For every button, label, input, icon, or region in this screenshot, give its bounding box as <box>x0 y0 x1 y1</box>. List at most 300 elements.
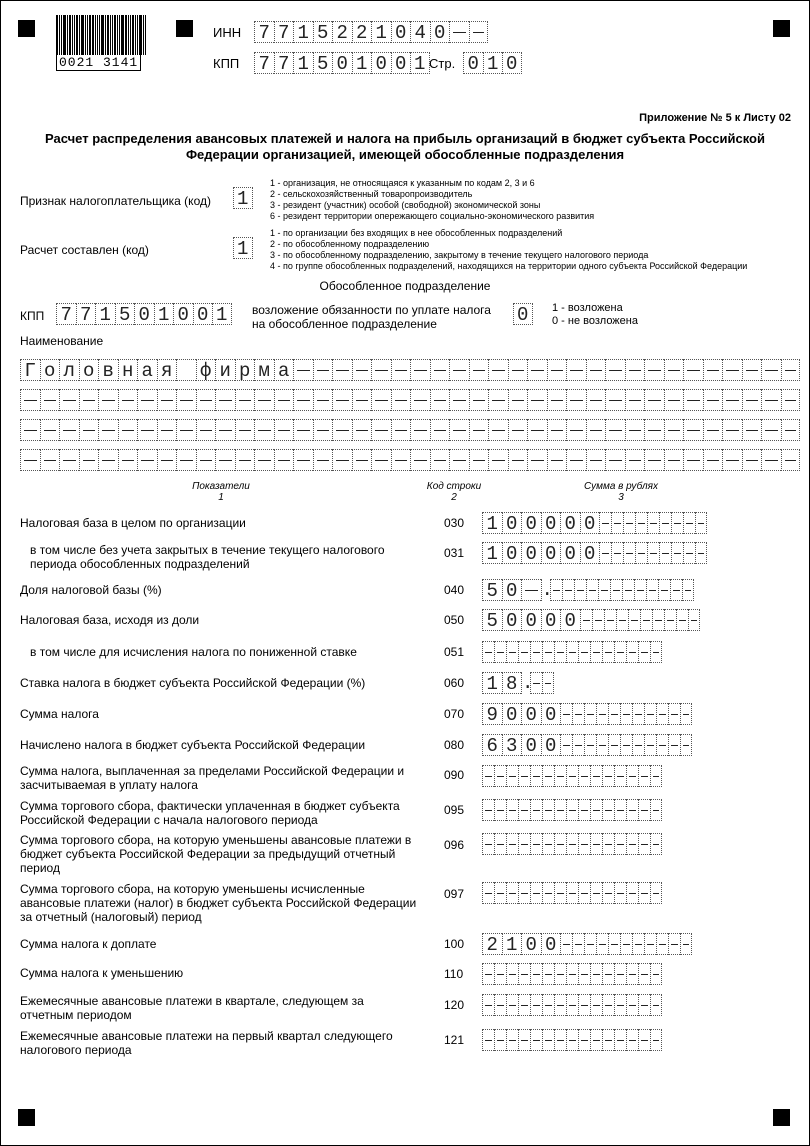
sum-cell <box>542 1029 554 1051</box>
name-char-cell <box>410 449 430 471</box>
name-char-cell <box>625 389 645 411</box>
sum-cell <box>566 882 578 904</box>
sum-cell <box>671 542 683 564</box>
name-char-cell <box>703 449 723 471</box>
line-code: 070 <box>444 707 465 721</box>
sum-cell <box>550 579 562 601</box>
sum-field <box>482 542 707 564</box>
sum-cell <box>596 933 608 955</box>
sum-cell <box>602 799 614 821</box>
option-item: 1 - возложена <box>552 302 623 314</box>
sum-cell <box>683 542 695 564</box>
sum-cell: 0 <box>521 703 541 725</box>
sum-cell <box>638 765 650 787</box>
indicator-label: Доля налоговой базы (%) <box>20 583 162 597</box>
sum-cell <box>494 641 506 663</box>
sum-cell <box>530 994 542 1016</box>
sum-cell <box>482 641 494 663</box>
sum-cell: 0 <box>541 933 561 955</box>
name-char-cell <box>566 449 586 471</box>
sum-cell <box>638 994 650 1016</box>
name-char-cell <box>449 389 469 411</box>
option-item: 6 - резидент территории опережающего социально-экономического развития <box>270 211 595 221</box>
name-char-cell <box>176 389 196 411</box>
name-char-cell <box>79 389 99 411</box>
name-char-cell <box>547 419 567 441</box>
duty-field <box>513 303 533 325</box>
option-item: 1 - по организации без входящих в нее обособленных подразделений <box>270 228 563 238</box>
sum-cell: 1 <box>482 672 502 694</box>
name-char-cell <box>488 359 508 381</box>
sum-cell <box>554 641 566 663</box>
name-char-cell: р <box>235 359 255 381</box>
name-char-cell <box>293 449 313 471</box>
name-char-cell: а <box>274 359 294 381</box>
name-char-cell <box>644 449 664 471</box>
sum-cell: 0 <box>541 609 561 631</box>
col-header-code <box>419 481 489 503</box>
name-char-cell <box>176 449 196 471</box>
duty-label <box>252 303 491 331</box>
name-char-cell <box>761 449 781 471</box>
sum-cell <box>518 765 530 787</box>
sum-cell <box>623 512 635 534</box>
name-char-cell <box>118 389 138 411</box>
duty-label-line-2: на обособленное подразделение <box>252 317 437 331</box>
division-heading: Обособленное подразделение <box>319 279 491 293</box>
sum-cell <box>578 641 590 663</box>
sum-cell <box>638 799 650 821</box>
name-char-cell <box>196 389 216 411</box>
sum-cell <box>566 833 578 855</box>
form-cell: 5 <box>313 52 333 74</box>
name-char-cell <box>352 359 372 381</box>
sum-cell <box>578 1029 590 1051</box>
name-row <box>20 389 800 411</box>
sum-cell <box>650 833 662 855</box>
name-char-cell <box>332 419 352 441</box>
sum-cell <box>482 882 494 904</box>
sum-cell <box>632 734 644 756</box>
sum-cell <box>668 933 680 955</box>
sum-cell <box>566 799 578 821</box>
sum-cell <box>664 609 676 631</box>
form-cell: 0 <box>430 21 450 43</box>
name-char-cell: н <box>118 359 138 381</box>
sum-cell: 0 <box>560 609 580 631</box>
line-code: 031 <box>444 546 465 560</box>
line-code: 095 <box>444 803 465 817</box>
sum-cell: 0 <box>502 703 522 725</box>
name-char-cell <box>176 359 196 381</box>
name-char-cell <box>313 419 333 441</box>
barcode-bars <box>56 15 156 55</box>
form-cell: 7 <box>254 52 274 74</box>
name-char-cell <box>293 359 313 381</box>
name-char-cell <box>625 419 645 441</box>
name-char-cell <box>664 389 684 411</box>
sum-cell <box>614 1029 626 1051</box>
sum-cell <box>554 833 566 855</box>
sum-cell <box>658 579 670 601</box>
sum-cell <box>518 882 530 904</box>
name-char-cell <box>235 389 255 411</box>
sum-cell <box>482 1029 494 1051</box>
indicator-label: Сумма налога, выплаченная за пределами Российской Федерации и засчитываемая в уплату налога <box>20 764 405 792</box>
sum-cell <box>611 542 623 564</box>
option-item: 1 - организация, не относящаяся к указанным по кодам 2, 3 и 6 <box>270 178 535 188</box>
calc-composed-field <box>233 237 253 259</box>
name-char-cell <box>644 359 664 381</box>
sum-cell <box>695 512 707 534</box>
sum-cell <box>566 641 578 663</box>
name-char-cell <box>157 389 177 411</box>
sum-cell <box>623 542 635 564</box>
name-char-cell: л <box>59 359 79 381</box>
name-char-cell <box>625 449 645 471</box>
kpp-label: КПП <box>213 56 240 71</box>
sum-cell <box>598 579 610 601</box>
sum-cell <box>602 641 614 663</box>
indicator-label: Ставка налога в бюджет субъекта Российской Федерации (%) <box>20 676 366 690</box>
sum-cell <box>638 1029 650 1051</box>
name-char-cell <box>488 389 508 411</box>
sum-cell <box>530 765 542 787</box>
name-char-cell <box>508 419 528 441</box>
sum-cell <box>634 579 646 601</box>
form-cell: 7 <box>76 303 96 325</box>
sum-cell <box>620 933 632 955</box>
barcode <box>56 15 156 71</box>
sum-cell <box>688 609 700 631</box>
sum-cell <box>614 963 626 985</box>
line-code: 097 <box>444 887 465 901</box>
sum-cell <box>626 765 638 787</box>
sum-field <box>482 994 662 1016</box>
sum-cell <box>614 765 626 787</box>
sum-cell <box>638 641 650 663</box>
sum-cell <box>608 933 620 955</box>
sum-cell <box>620 703 632 725</box>
name-char-cell <box>40 419 60 441</box>
sum-cell <box>560 933 572 955</box>
sum-cell: 6 <box>482 734 502 756</box>
sum-cell: 0 <box>541 703 561 725</box>
col-header-sum <box>561 481 681 503</box>
sum-cell <box>610 579 622 601</box>
sum-cell: 0 <box>580 542 600 564</box>
decimal-point <box>541 579 550 601</box>
name-char-cell <box>391 449 411 471</box>
sum-cell <box>574 579 586 601</box>
indicator-label: Налоговая база в целом по организации <box>20 516 246 530</box>
sum-cell <box>560 703 572 725</box>
sum-cell <box>626 882 638 904</box>
name-char-cell <box>605 389 625 411</box>
sum-cell <box>650 641 662 663</box>
sum-cell <box>680 734 692 756</box>
name-char-cell <box>40 389 60 411</box>
sum-cell <box>494 765 506 787</box>
sum-field <box>482 641 662 663</box>
sum-cell <box>542 641 554 663</box>
division-kpp-label: КПП <box>20 309 45 323</box>
name-char-cell <box>235 419 255 441</box>
sum-cell: 3 <box>502 734 522 756</box>
sum-cell <box>670 579 682 601</box>
name-char-cell <box>742 419 762 441</box>
sum-cell <box>518 833 530 855</box>
name-char-cell <box>664 419 684 441</box>
sum-cell: 0 <box>521 512 541 534</box>
sum-cell <box>644 734 656 756</box>
name-char-cell <box>98 449 118 471</box>
sum-cell <box>682 579 694 601</box>
taxpayer-sign-value: 1 <box>233 187 253 209</box>
sum-cell <box>554 765 566 787</box>
name-char-cell <box>371 359 391 381</box>
form-cell: 5 <box>115 303 135 325</box>
sum-cell <box>635 542 647 564</box>
sum-cell <box>566 1029 578 1051</box>
sum-cell <box>647 512 659 534</box>
name-char-cell <box>391 419 411 441</box>
name-char-cell <box>722 389 742 411</box>
sum-cell <box>608 703 620 725</box>
form-cell: 7 <box>274 52 294 74</box>
name-char-cell <box>508 359 528 381</box>
name-char-cell <box>137 389 157 411</box>
indicator-label: Сумма налога к уменьшению <box>20 966 184 980</box>
sum-field <box>482 1029 662 1051</box>
name-char-cell <box>98 419 118 441</box>
sum-cell <box>650 765 662 787</box>
col-header-label: Код строки <box>426 481 482 492</box>
name-char-cell: в <box>98 359 118 381</box>
name-char-cell <box>683 419 703 441</box>
sum-cell: 0 <box>502 542 522 564</box>
name-char-cell <box>274 419 294 441</box>
sum-cell <box>506 963 518 985</box>
sum-cell <box>494 799 506 821</box>
sum-field <box>482 703 692 725</box>
sum-cell <box>482 994 494 1016</box>
sum-cell <box>530 882 542 904</box>
form-cell: 0 <box>463 52 483 74</box>
sum-cell <box>584 734 596 756</box>
name-char-cell <box>137 419 157 441</box>
name-char-cell: о <box>79 359 99 381</box>
sum-cell <box>599 542 611 564</box>
name-char-cell <box>586 419 606 441</box>
sum-cell <box>518 1029 530 1051</box>
name-char-cell <box>527 449 547 471</box>
name-char-cell <box>683 449 703 471</box>
sum-cell <box>590 994 602 1016</box>
name-char-cell <box>605 419 625 441</box>
sum-cell <box>614 994 626 1016</box>
barcode-number: 0021 3141 <box>56 55 141 71</box>
page-field <box>463 52 522 74</box>
form-cell: 0 <box>371 52 391 74</box>
form-cell: 2 <box>332 21 352 43</box>
line-code: 080 <box>444 738 465 752</box>
sum-cell <box>530 963 542 985</box>
sum-cell <box>506 882 518 904</box>
name-char-cell <box>254 449 274 471</box>
line-code: 050 <box>444 613 465 627</box>
indicator-label: Сумма налога к доплате <box>20 937 157 951</box>
sum-cell <box>602 994 614 1016</box>
indicator-label: Ежемесячные авансовые платежи на первый квартал следующего налогового периода <box>20 1029 393 1057</box>
sum-cell <box>632 703 644 725</box>
calc-composed-value: 1 <box>233 237 253 259</box>
name-char-cell <box>488 449 508 471</box>
indicator-label: Начислено налога в бюджет субъекта Российской Федерации <box>20 738 366 752</box>
sum-cell: 0 <box>521 734 541 756</box>
name-char-cell <box>157 419 177 441</box>
calc-composed-label: Расчет составлен (код) <box>20 243 149 257</box>
name-char-cell <box>391 359 411 381</box>
form-cell <box>469 21 489 43</box>
name-label: Наименование <box>20 334 104 348</box>
col-header-number: 2 <box>451 492 457 503</box>
sum-field <box>482 963 662 985</box>
sum-cell <box>647 542 659 564</box>
form-cell: 0 <box>391 52 411 74</box>
sum-field <box>482 579 694 601</box>
form-cell: 0 <box>173 303 193 325</box>
name-char-cell <box>527 359 547 381</box>
option-item: 2 - сельскохозяйственный товаропроизводитель <box>270 189 473 199</box>
sum-cell <box>659 512 671 534</box>
duty-value: 0 <box>513 303 533 325</box>
form-title <box>21 131 789 163</box>
name-char-cell <box>781 449 801 471</box>
name-char-cell <box>683 359 703 381</box>
sum-field <box>482 933 692 955</box>
sum-cell <box>590 833 602 855</box>
option-item: 3 - резидент (участник) особой (свободной) экономической зоны <box>270 200 541 210</box>
sum-cell: 0 <box>560 542 580 564</box>
sum-cell <box>638 833 650 855</box>
sum-cell: 1 <box>482 542 502 564</box>
name-char-cell <box>352 419 372 441</box>
name-char-cell <box>293 389 313 411</box>
sum-cell <box>650 994 662 1016</box>
sum-cell <box>542 765 554 787</box>
sum-cell <box>626 994 638 1016</box>
name-char-cell <box>547 389 567 411</box>
name-char-cell <box>59 419 79 441</box>
sum-cell <box>656 703 668 725</box>
name-char-cell <box>352 389 372 411</box>
page-label: Стр. <box>429 56 456 71</box>
indicator-label: Сумма налога <box>20 707 99 721</box>
sum-cell <box>578 963 590 985</box>
form-cell: 1 <box>95 303 115 325</box>
name-char-cell <box>98 389 118 411</box>
sum-cell: 2 <box>482 933 502 955</box>
sum-cell <box>578 833 590 855</box>
sum-cell <box>644 933 656 955</box>
sum-cell <box>602 765 614 787</box>
line-code: 090 <box>444 768 465 782</box>
col-header-number: 1 <box>218 492 224 503</box>
name-char-cell <box>605 359 625 381</box>
sum-field <box>482 765 662 787</box>
sum-cell <box>602 882 614 904</box>
sum-cell <box>542 672 554 694</box>
name-char-cell <box>742 389 762 411</box>
line-code: 121 <box>444 1033 465 1047</box>
name-char-cell <box>430 359 450 381</box>
name-char-cell <box>391 389 411 411</box>
sum-cell <box>518 641 530 663</box>
sum-field <box>482 799 662 821</box>
form-title-line-1: Расчет распределения авансовых платежей и налога на прибыль организаций в бюджет субъекта Российской <box>45 131 765 146</box>
name-char-cell <box>235 449 255 471</box>
form-cell: 5 <box>313 21 333 43</box>
sum-cell <box>542 882 554 904</box>
sum-cell <box>494 994 506 1016</box>
corner-marker-top-right <box>773 20 790 37</box>
form-cell: 1 <box>293 21 313 43</box>
sum-cell <box>626 833 638 855</box>
name-char-cell <box>313 359 333 381</box>
name-char-cell <box>469 419 489 441</box>
name-char-cell <box>742 449 762 471</box>
sum-cell <box>650 963 662 985</box>
name-char-cell <box>527 389 547 411</box>
sum-cell <box>676 609 688 631</box>
sum-cell <box>506 1029 518 1051</box>
sum-cell <box>604 609 616 631</box>
sum-cell <box>494 1029 506 1051</box>
sum-cell <box>695 542 707 564</box>
sum-cell <box>656 734 668 756</box>
name-char-cell <box>605 449 625 471</box>
form-cell: 7 <box>274 21 294 43</box>
sum-cell <box>652 609 664 631</box>
line-code: 110 <box>444 967 464 981</box>
sum-cell <box>521 579 541 601</box>
name-char-cell: а <box>137 359 157 381</box>
name-char-cell <box>488 419 508 441</box>
sum-cell <box>596 734 608 756</box>
name-char-cell <box>254 419 274 441</box>
line-code: 060 <box>444 676 465 690</box>
sum-cell <box>494 882 506 904</box>
sum-cell <box>554 1029 566 1051</box>
name-char-cell <box>586 389 606 411</box>
name-char-cell <box>274 449 294 471</box>
sum-cell <box>530 641 542 663</box>
indicator-label: Сумма торгового сбора, фактически уплаченная в бюджет субъекта Российской Федерации с начала налогового периода <box>20 799 400 827</box>
sum-cell: 0 <box>502 609 522 631</box>
inn-label: ИНН <box>213 25 242 40</box>
sum-cell <box>542 994 554 1016</box>
name-char-cell <box>449 359 469 381</box>
sum-cell <box>584 933 596 955</box>
line-code: 030 <box>444 516 465 530</box>
sum-cell <box>530 833 542 855</box>
form-cell: 0 <box>502 52 522 74</box>
sum-cell <box>554 882 566 904</box>
name-char-cell <box>137 449 157 471</box>
name-char-cell <box>313 449 333 471</box>
name-char-cell <box>508 449 528 471</box>
